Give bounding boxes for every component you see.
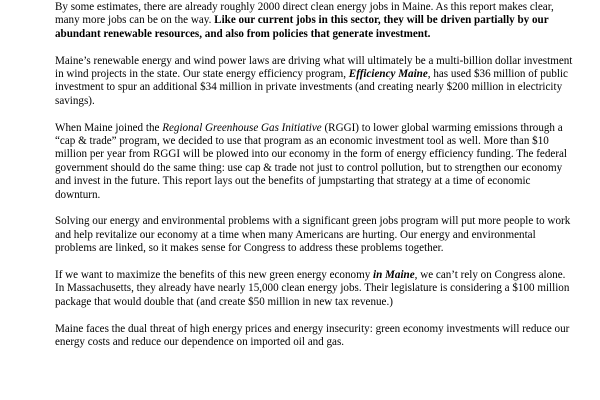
paragraph-green-jobs-program: Solving our energy and environmental problems with a significant green jobs program will put more people to work and help revitalize our economy at a time when many Americans are hurting. Our energy and environmental problems are linked, so it makes sense for Congress to address these problems together. — [55, 215, 571, 255]
paragraph-1-text: By some estimates, there are already roughly 2000 direct clean energy jobs in Maine. As this report makes clear, many more jobs can be on the way. — [55, 1, 554, 27]
rggi-name: Regional Greenhouse Gas Initiative — [162, 121, 322, 134]
paragraph-2-text-end: , has used $36 million of public investment to spur an additional $34 million in private investments (and creating nearly $200 million in electricity savings). — [55, 68, 568, 107]
paragraph-1-bold-text: Like our current jobs in this sector, they will be driven partially by our abundant renewable resources, and also from policies that generate investment. — [55, 14, 549, 40]
paragraph-renewable-laws — [55, 55, 573, 109]
paragraph-maximize-benefits — [55, 269, 573, 309]
paragraph-rggi — [55, 122, 573, 202]
paragraph-clean-energy-jobs — [55, 1, 573, 41]
paragraph-5-text-end: , we can’t rely on Congress alone. In Massachusetts, they already have nearly 15,000 clean energy jobs. Their legislature is considering a $100 million package that would double that (and create $50 million in new tax revenue.) — [55, 269, 570, 308]
paragraph-2-text-start: Maine’s renewable energy and wind power laws are driving what will ultimately be a multi-billion dollar investment in wind projects in the state. Our state energy efficiency program, — [55, 54, 573, 81]
in-maine-emphasis: in Maine — [373, 269, 415, 282]
paragraph-3-text-end: (RGGI) to lower global warming emissions through a “cap & trade” program, we decided to use that program as an economic investment tool as well. More than $10 million per year from RGGI will be plowed into our economy in the form of energy efficiency funding. The federal government should do the same thing: use cap & trade not just to control pollution, but to strengthen our economy and invest in the future. This report lays out the benefits of jumpstarting that strategy at a time of economic downturn. — [55, 121, 568, 201]
efficiency-maine-name: Efficiency Maine — [348, 68, 428, 81]
paragraph-3-text-start: When Maine joined the — [55, 121, 163, 134]
paragraph-dual-threat: Maine faces the dual threat of high energy prices and energy insecurity: green economy investments will reduce our energy costs and reduce our dependence on imported oil and gas. — [55, 322, 570, 349]
paragraph-5-text-start: If we want to maximize the benefits of this new green energy economy — [55, 269, 374, 282]
document-body — [55, 0, 573, 363]
